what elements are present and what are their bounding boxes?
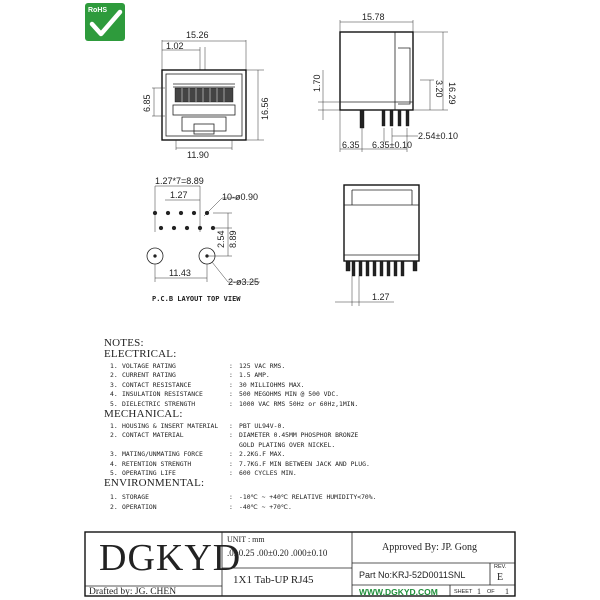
note-num: 5. bbox=[110, 399, 118, 408]
note-name: DIELECTRIC STRENGTH bbox=[122, 399, 196, 408]
part-description: 1X1 Tab-UP RJ45 bbox=[233, 574, 314, 586]
sheet-label: SHEET bbox=[454, 589, 473, 595]
pcb-holes bbox=[153, 211, 215, 230]
note-num: 5. bbox=[110, 468, 118, 477]
front-width-bottom: 11.90 bbox=[187, 150, 209, 160]
front-height-inner: 6.85 bbox=[142, 94, 152, 112]
note-value: 7.7KG.F MIN BETWEEN JACK AND PLUG. bbox=[239, 459, 370, 468]
note-value: 1000 VAC RMS 50Hz or 60Hz,1MIN. bbox=[239, 399, 359, 408]
title-block bbox=[85, 532, 515, 596]
note-value: -40℃ ~ +70℃. bbox=[239, 502, 292, 511]
front-contacts bbox=[173, 84, 235, 134]
pcb-post-spacing: 11.43 bbox=[169, 268, 191, 278]
note-row: 4. RETENTION STRENGTH : 7.7KG.F MIN BETWEEN JACK AND PLUG. bbox=[110, 459, 370, 468]
side-width-top: 15.78 bbox=[362, 12, 385, 22]
bottom-pins bbox=[346, 261, 417, 276]
note-value: 125 VAC RMS. bbox=[239, 362, 286, 370]
note-name: RETENTION STRENGTH bbox=[122, 459, 192, 468]
unit-label: UNIT : mm bbox=[227, 535, 265, 544]
note-name: OPERATION bbox=[122, 502, 157, 511]
notes-block bbox=[104, 338, 524, 512]
note-num: 2. bbox=[110, 502, 118, 511]
pcb-layout-title: P.C.B LAYOUT TOP VIEW bbox=[152, 295, 241, 303]
note-row: 5. OPERATING LIFE : 600 CYCLES MIN. bbox=[110, 468, 297, 477]
note-row: 1. VOLTAGE RATING : 125 VAC RMS. bbox=[110, 362, 286, 370]
note-num: 3. bbox=[110, 450, 118, 459]
rohs-label: RoHS bbox=[88, 7, 108, 14]
section-heading: MECHANICAL: bbox=[104, 407, 183, 420]
note-value: 1.5 AMP. bbox=[239, 371, 270, 380]
note-name: STORAGE bbox=[122, 493, 149, 502]
note-num: 4. bbox=[110, 390, 118, 399]
note-row-continued bbox=[104, 441, 524, 450]
note-row: 2. CURRENT RATING : 1.5 AMP. bbox=[110, 371, 270, 380]
note-name: INSULATION RESISTANCE bbox=[122, 390, 203, 399]
side-tab-height: 1.70 bbox=[312, 74, 322, 92]
side-left-offset: 6.35 bbox=[342, 140, 360, 150]
note-row: 2. CONTACT MATERIAL : DIAMETER 0.45MM PHOSPHOR BRONZE bbox=[110, 431, 359, 440]
side-height-right: 3.20 bbox=[434, 80, 444, 98]
section-heading: ENVIRONMENTAL: bbox=[104, 477, 205, 490]
note-name: CONTACT MATERIAL bbox=[122, 431, 184, 440]
note-num: 1. bbox=[110, 493, 118, 502]
note-num: 1. bbox=[110, 362, 118, 370]
note-name: CURRENT RATING bbox=[122, 371, 176, 380]
pcb-hole-callout: 10-ø0.90 bbox=[222, 192, 259, 202]
note-num: 3. bbox=[110, 380, 118, 389]
front-height-total: 16.56 bbox=[260, 97, 270, 120]
pcb-pitch-total: 1.27*7=8.89 bbox=[155, 176, 204, 186]
note-name: OPERATING LIFE bbox=[122, 468, 176, 477]
section-heading: ELECTRICAL: bbox=[104, 348, 177, 360]
note-value: 500 MEGOHMS MIN @ 500 VDC. bbox=[239, 390, 340, 399]
note-row: 2. OPERATION : -40℃ ~ +70℃. bbox=[110, 502, 292, 511]
note-value-continued: GOLD PLATING OVER NICKEL. bbox=[239, 440, 336, 449]
drafted-by: Drafted by: JG. CHEN bbox=[89, 587, 177, 597]
rev-value: E bbox=[497, 572, 504, 583]
website: WWW.DGKYD.COM bbox=[359, 587, 438, 597]
note-num: 4. bbox=[110, 459, 118, 468]
note-name: VOLTAGE RATING bbox=[122, 362, 176, 370]
front-offset: 1.02 bbox=[166, 41, 184, 51]
side-pin-spacing: 2.54±0.10 bbox=[418, 131, 458, 141]
note-value: 2.2KG.F MAX. bbox=[239, 450, 286, 459]
bottom-view bbox=[335, 185, 419, 306]
note-row: 1. STORAGE : -10℃ ~ +40℃ RELATIVE HUMIDITY<70%. bbox=[110, 493, 377, 502]
pcb-row-height: 8.89 bbox=[228, 230, 238, 248]
approved-by: Approved By: JP. Gong bbox=[382, 542, 478, 553]
note-num: 1. bbox=[110, 421, 118, 430]
rohs-badge bbox=[85, 3, 125, 41]
note-value: DIAMETER 0.45MM PHOSPHOR BRONZE bbox=[239, 431, 359, 440]
front-view bbox=[142, 30, 270, 160]
of-label: OF bbox=[487, 589, 495, 595]
note-value: 30 MILLIOHMS MAX. bbox=[239, 380, 305, 389]
sheet-total: 1 bbox=[505, 587, 509, 596]
rev-label: REV. bbox=[494, 564, 507, 570]
note-name: MATING/UNMATING FORCE bbox=[122, 450, 203, 459]
note-row: 1. HOUSING & INSERT MATERIAL : PBT UL94V-0. bbox=[110, 421, 286, 430]
note-value: PBT UL94V-0. bbox=[239, 421, 286, 430]
note-num: 2. bbox=[110, 371, 118, 380]
pcb-post-callout: 2-ø3.25 bbox=[228, 277, 260, 287]
pcb-row-spacing: 2.54 bbox=[216, 230, 226, 248]
side-right-offset: 6.35±0.10 bbox=[372, 140, 412, 150]
sheet-number: 1 bbox=[477, 587, 481, 596]
tolerances: .0±0.25 .00±0.20 .000±0.10 bbox=[227, 548, 328, 558]
pcb-layout bbox=[147, 176, 260, 303]
brand-logo-text: DGKYD bbox=[99, 537, 242, 579]
note-row: 4. INSULATION RESISTANCE : 500 MEGOHMS MIN @ 500 VDC. bbox=[110, 390, 340, 399]
side-view bbox=[312, 12, 458, 152]
bottom-pin-offset: 1.27 bbox=[372, 292, 390, 302]
note-name: HOUSING & INSERT MATERIAL bbox=[122, 421, 219, 430]
note-row: 5. DIELECTRIC STRENGTH : 1000 VAC RMS 50Hz or 60Hz,1MIN. bbox=[110, 399, 359, 408]
pcb-pitch: 1.27 bbox=[170, 190, 188, 200]
note-row: 3. MATING/UNMATING FORCE : 2.2KG.F MAX. bbox=[110, 450, 286, 459]
note-value: 600 CYCLES MIN. bbox=[239, 468, 297, 477]
notes-title: NOTES: bbox=[104, 337, 144, 349]
front-width-top: 15.26 bbox=[186, 30, 209, 40]
note-name: CONTACT RESISTANCE bbox=[122, 380, 192, 389]
note-row: 3. CONTACT RESISTANCE : 30 MILLIOHMS MAX. bbox=[110, 380, 305, 389]
side-height-total: 16.29 bbox=[447, 82, 457, 105]
note-value: -10℃ ~ +40℃ RELATIVE HUMIDITY<70%. bbox=[239, 493, 377, 502]
note-num: 2. bbox=[110, 431, 118, 440]
part-number: Part No:KRJ-52D0011SNL bbox=[359, 570, 466, 580]
